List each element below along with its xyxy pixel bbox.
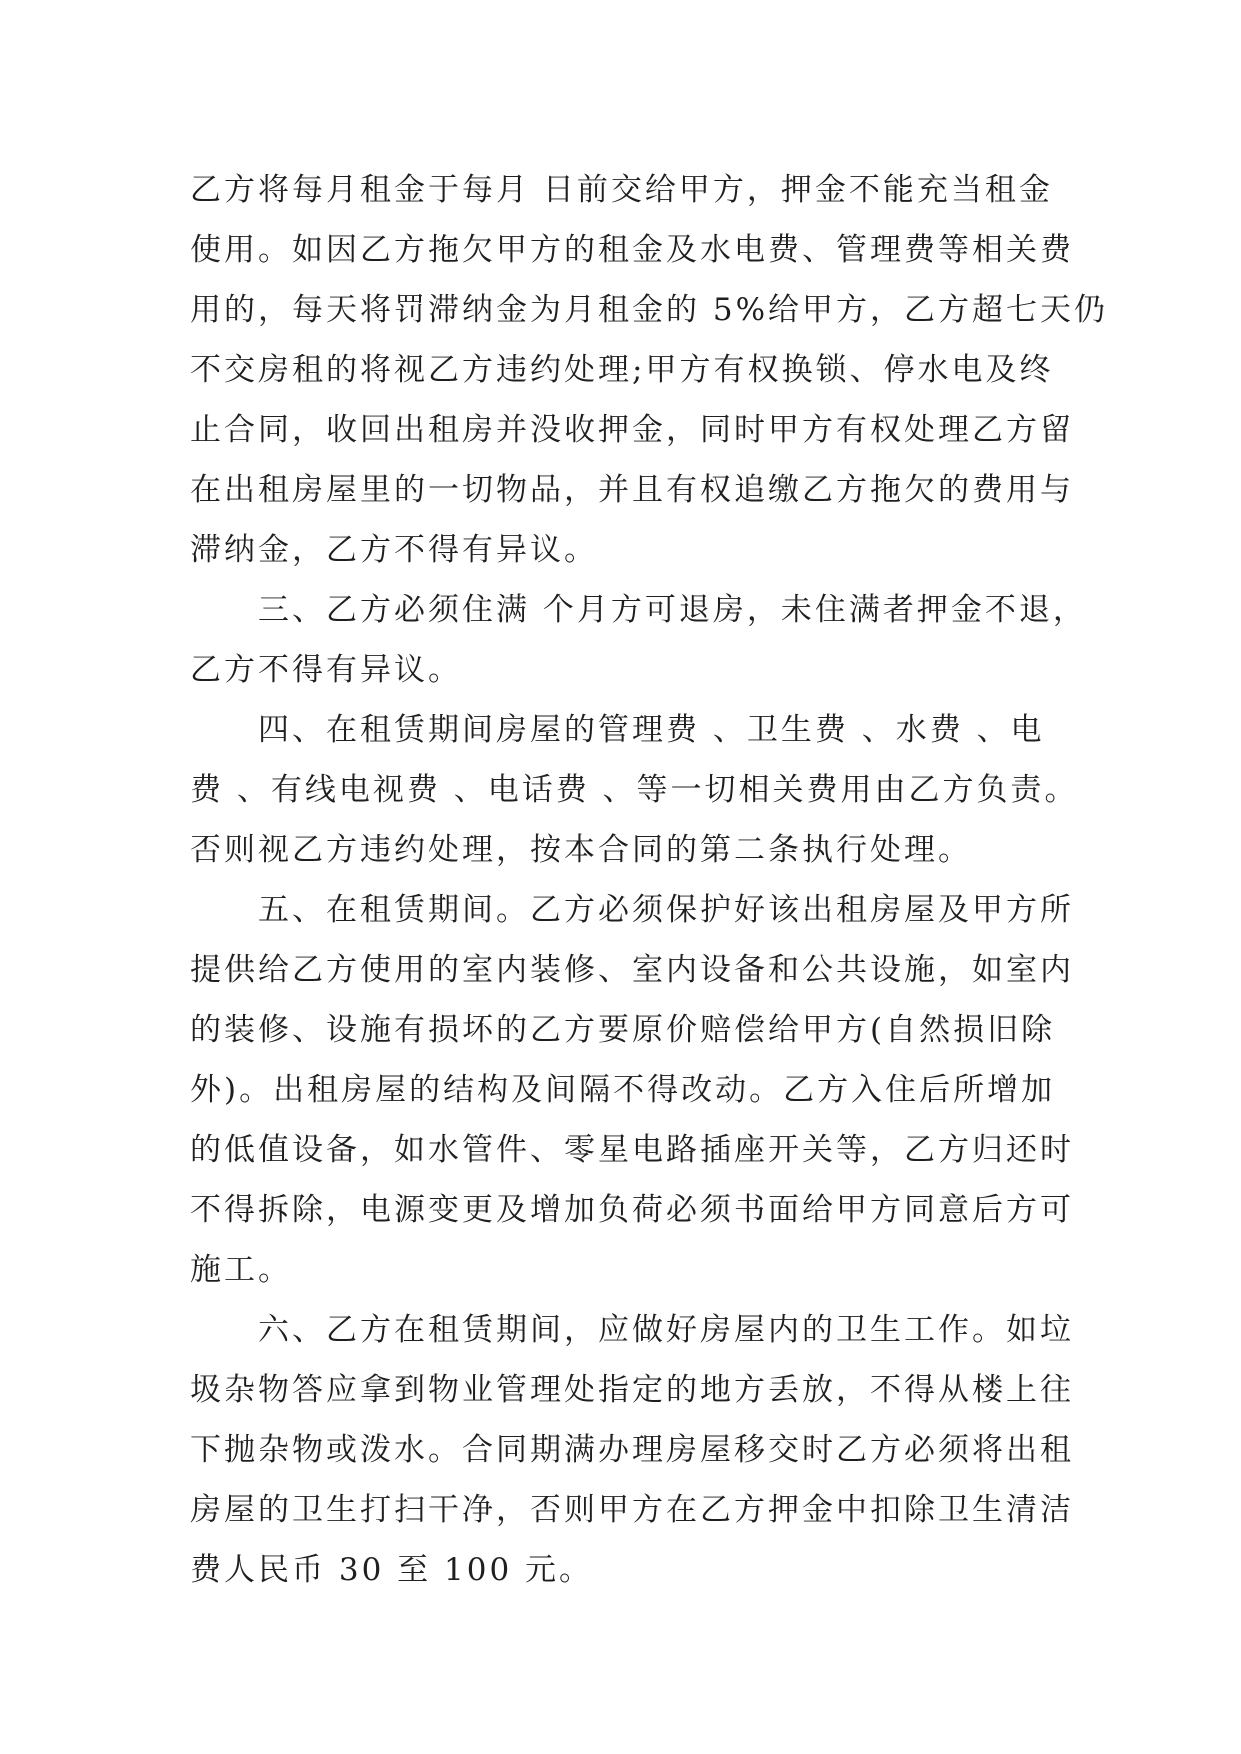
paragraph-rent-payment	[190, 160, 1109, 580]
text-line: 三、乙方必须住满 个月方可退房，未住满者押金不退，	[190, 592, 1087, 628]
text-line: 费 、有线电视费 、电话费 、等一切相关费用由乙方负责。	[190, 772, 1079, 808]
text-line: 费人民币 30 至 100 元。	[190, 1552, 594, 1588]
text-line: 圾杂物答应拿到物业管理处指定的地方丢放，不得从楼上往	[190, 1372, 1074, 1408]
text-line: 六、乙方在租赁期间，应做好房屋内的卫生工作。如垃	[190, 1312, 1074, 1348]
text-line: 否则视乙方违约处理，按本合同的第二条执行处理。	[190, 832, 972, 868]
text-line: 滞纳金，乙方不得有异议。	[190, 532, 598, 568]
text-line: 乙方将每月租金于每月 日前交给甲方，押金不能充当租金	[190, 172, 1053, 208]
paragraph-clause-3	[190, 580, 1087, 700]
text-line: 不交房租的将视乙方违约处理;甲方有权换锁、停水电及终	[190, 352, 1054, 388]
paragraph-clause-6	[190, 1300, 1074, 1600]
text-line: 止合同，收回出租房并没收押金，同时甲方有权处理乙方留	[190, 412, 1074, 448]
text-line: 的装修、设施有损坏的乙方要原价赔偿给甲方(自然损旧除	[190, 1012, 1056, 1048]
text-line: 在出租房屋里的一切物品，并且有权追缴乙方拖欠的费用与	[190, 472, 1074, 508]
text-line: 房屋的卫生打扫干净，否则甲方在乙方押金中扣除卫生清洁	[190, 1492, 1074, 1528]
text-line: 施工。	[190, 1252, 292, 1288]
text-line: 四、在租赁期间房屋的管理费 、卫生费 、水费 、电	[190, 712, 1045, 748]
paragraph-clause-5	[190, 880, 1074, 1300]
text-line: 提供给乙方使用的室内装修、室内设备和公共设施，如室内	[190, 952, 1074, 988]
text-line: 外)。出租房屋的结构及间隔不得改动。乙方入住后所增加	[190, 1072, 1056, 1108]
document-body	[190, 160, 1109, 1600]
text-line: 使用。如因乙方拖欠甲方的租金及水电费、管理费等相关费	[190, 232, 1074, 268]
text-line: 用的，每天将罚滞纳金为月租金的 5%给甲方，乙方超七天仍	[190, 292, 1109, 328]
paragraph-clause-4	[190, 700, 1079, 880]
text-line: 的低值设备，如水管件、零星电路插座开关等，乙方归还时	[190, 1132, 1074, 1168]
text-line: 五、在租赁期间。乙方必须保护好该出租房屋及甲方所	[190, 892, 1074, 928]
text-line: 下抛杂物或泼水。合同期满办理房屋移交时乙方必须将出租	[190, 1432, 1074, 1468]
text-line: 不得拆除，电源变更及增加负荷必须书面给甲方同意后方可	[190, 1192, 1074, 1228]
text-line: 乙方不得有异议。	[190, 652, 462, 688]
